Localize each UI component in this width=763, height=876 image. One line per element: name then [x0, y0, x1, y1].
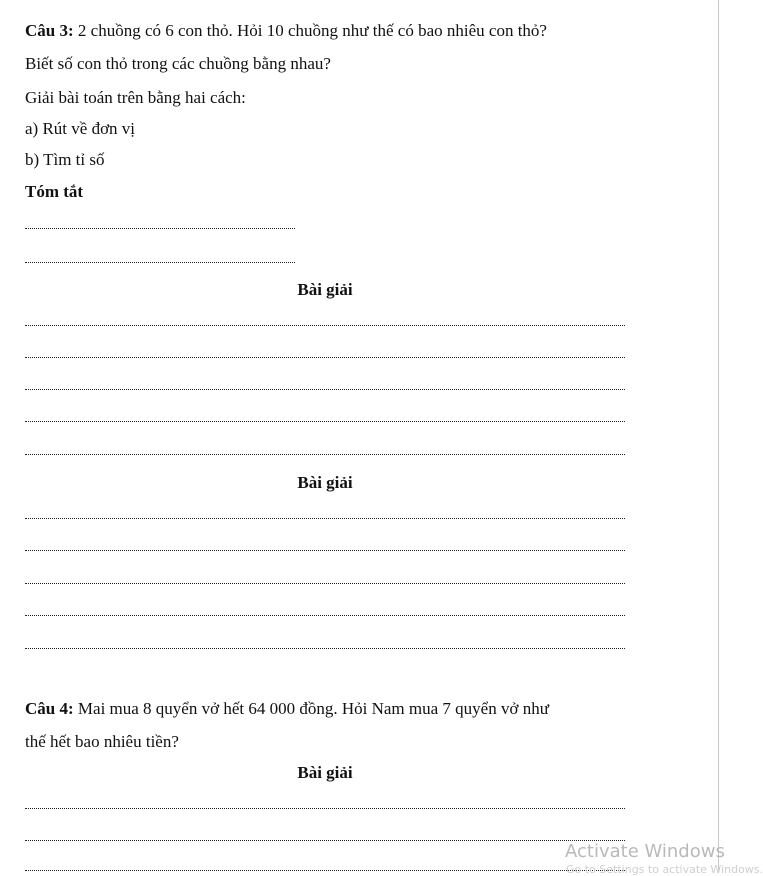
question-3-option-b: b) Tìm tỉ số — [25, 150, 105, 169]
solution-2-answer-line-1 — [25, 518, 625, 519]
solution-1-answer-line-5 — [25, 454, 625, 455]
solution-1-answer-line-1 — [25, 325, 625, 326]
solution-1-answer-line-4 — [25, 421, 625, 422]
solution-1-answer-line-3 — [25, 389, 625, 390]
question-3-line-3: Giải bài toán trên bằng hai cách: — [25, 88, 246, 107]
question-4-label: Câu 4: — [25, 699, 74, 718]
solution-3-answer-line-3 — [25, 870, 625, 871]
question-4-line-1 — [25, 699, 549, 719]
solution-title-2: Bài giải — [297, 473, 353, 492]
solution-2-answer-line-3 — [25, 583, 625, 584]
solution-2-answer-line-5 — [25, 648, 625, 649]
solution-2-answer-line-4 — [25, 615, 625, 616]
solution-title-3: Bài giải — [297, 763, 353, 782]
question-3-label: Câu 3: — [25, 21, 74, 40]
question-3-option-a: a) Rút về đơn vị — [25, 119, 136, 138]
question-3-line-2: Biết số con thỏ trong các chuồng bằng nhau? — [25, 54, 331, 73]
activate-windows-subtitle: Go to Settings to activate Windows. — [566, 863, 763, 876]
question-3-text-1: 2 chuồng có 6 con thỏ. Hỏi 10 chuồng như thế có bao nhiêu con thỏ? — [73, 21, 547, 40]
activate-windows-watermark: Activate Windows — [565, 841, 725, 862]
page-edge — [718, 0, 719, 873]
summary-answer-line-2 — [25, 262, 295, 263]
solution-1-answer-line-2 — [25, 357, 625, 358]
question-4-line-2: thế hết bao nhiêu tiền? — [25, 732, 179, 751]
summary-answer-line-1 — [25, 228, 295, 229]
solution-title-1: Bài giải — [297, 280, 353, 299]
solution-2-answer-line-2 — [25, 550, 625, 551]
summary-title: Tóm tắt — [25, 182, 84, 201]
question-4-text-1: Mai mua 8 quyển vở hết 64 000 đồng. Hỏi Nam mua 7 quyển vở như — [73, 699, 549, 718]
question-3-line-1 — [25, 21, 547, 41]
solution-3-answer-line-2 — [25, 840, 625, 841]
solution-3-answer-line-1 — [25, 808, 625, 809]
